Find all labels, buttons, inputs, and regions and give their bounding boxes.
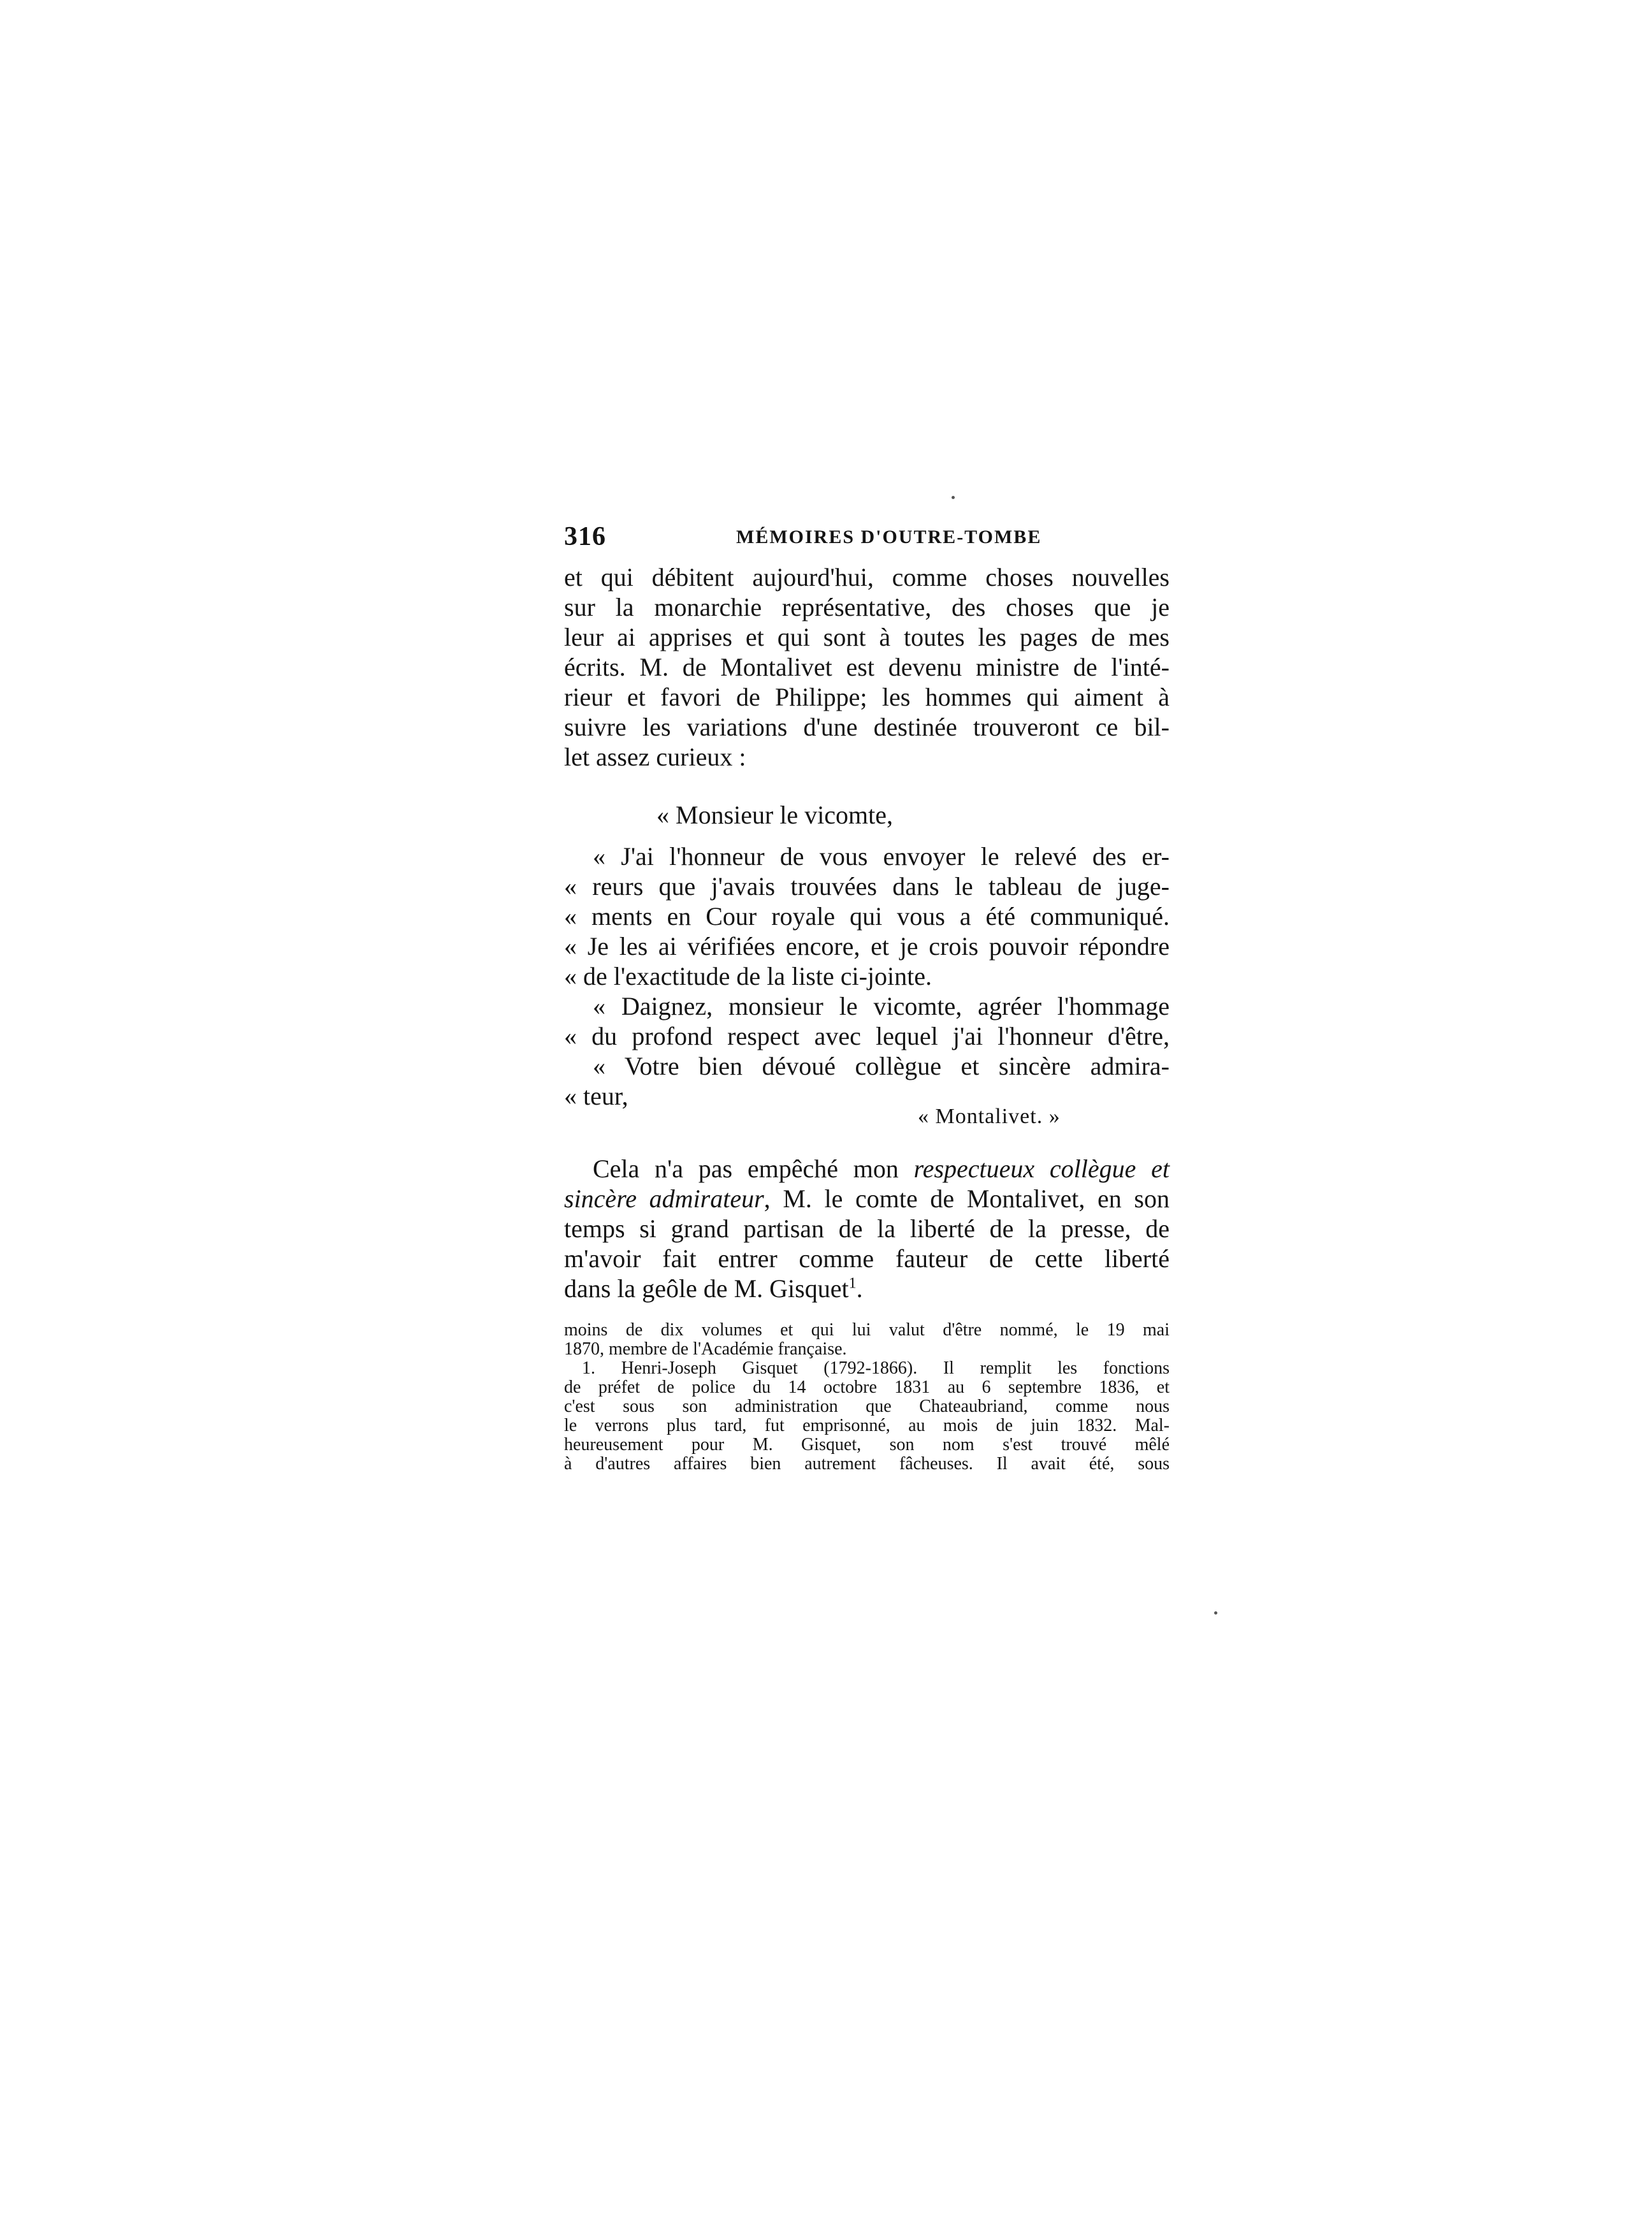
letter-line: « Votre bien dévoué collègue et sincère admira- — [593, 1052, 1170, 1080]
letter-line: « reurs que j'avais trouvées dans le tableau de juge- — [564, 872, 1170, 901]
text-line: let assez curieux : — [564, 743, 746, 771]
footnote-line: 1870, membre de l'Académie française. — [564, 1339, 847, 1359]
letter-line: « de l'exactitude de la liste ci-jointe. — [564, 962, 932, 991]
italic-run: respectueux collègue et — [913, 1154, 1170, 1183]
text-run: , M. le comte de Montalivet, en son — [764, 1184, 1170, 1213]
page-number: 316 — [564, 522, 606, 551]
letter-line: « J'ai l'honneur de vous envoyer le relevé des er- — [593, 842, 1170, 871]
text-line: suivre les variations d'une destinée trouveront ce bil- — [564, 713, 1170, 741]
text-run: dans la geôle de M. Gisquet — [564, 1274, 849, 1303]
letter-line: « Daignez, monsieur le vicomte, agréer l'hommage — [593, 992, 1170, 1020]
scan-speck — [1214, 1611, 1217, 1615]
letter-line: « teur, — [564, 1082, 628, 1110]
letter-salutation: « Monsieur le vicomte, — [656, 801, 894, 829]
footnote-line: c'est sous son administration que Chateaubriand, comme nous — [564, 1397, 1170, 1416]
text-run: . — [856, 1274, 863, 1303]
text-line: sur la monarchie représentative, des choses que je — [564, 593, 1170, 621]
text-line: m'avoir fait entrer comme fauteur de cette liberté — [564, 1244, 1170, 1273]
letter-signature: « Montalivet. » — [918, 1105, 1061, 1128]
italic-run: sincère admirateur — [564, 1184, 764, 1213]
footnote-line: 1. Henri-Joseph Gisquet (1792-1866). Il remplit les fonctions — [582, 1358, 1170, 1378]
first-paragraph — [564, 562, 1170, 772]
text-line — [564, 1184, 1170, 1214]
footnotes — [564, 1321, 1170, 1474]
footnote-line: à d'autres affaires bien autrement fâcheuses. Il avait été, sous — [564, 1454, 1170, 1474]
text-line: écrits. M. de Montalivet est devenu ministre de l'inté- — [564, 653, 1170, 681]
text-run: Cela n'a pas empêché mon — [593, 1154, 914, 1183]
footnote-line: de préfet de police du 14 octobre 1831 au 6 septembre 1836, et — [564, 1377, 1170, 1397]
scan-speck — [952, 496, 955, 499]
letter-body — [564, 841, 1170, 1111]
footnote-line: le verrons plus tard, fut emprisonné, au mois de juin 1832. Mal- — [564, 1416, 1170, 1435]
running-head — [564, 521, 1170, 560]
text-line: rieur et favori de Philippe; les hommes qui aiment à — [564, 683, 1170, 711]
letter-line: « du profond respect avec lequel j'ai l'honneur d'être, — [564, 1022, 1170, 1050]
text-line — [564, 1274, 1170, 1303]
closing-paragraph — [564, 1154, 1170, 1303]
text-line: temps si grand partisan de la liberté de la presse, de — [564, 1214, 1170, 1243]
footnote-line: moins de dix volumes et qui lui valut d'être nommé, le 19 mai — [564, 1320, 1170, 1340]
text-line — [564, 1154, 1170, 1184]
letter-line: « ments en Cour royale qui vous a été communiqué. — [564, 902, 1170, 931]
text-line: leur ai apprises et qui sont à toutes les pages de mes — [564, 623, 1170, 651]
footnote-ref: 1 — [848, 1275, 857, 1292]
text-line: et qui débitent aujourd'hui, comme choses nouvelles — [564, 563, 1170, 592]
footnote-line: heureusement pour M. Gisquet, son nom s'est trouvé mêlé — [564, 1435, 1170, 1455]
running-title: MÉMOIRES D'OUTRE-TOMBE — [736, 526, 1042, 548]
letter-line: « Je les ai vérifiées encore, et je crois pouvoir répondre — [564, 932, 1170, 961]
